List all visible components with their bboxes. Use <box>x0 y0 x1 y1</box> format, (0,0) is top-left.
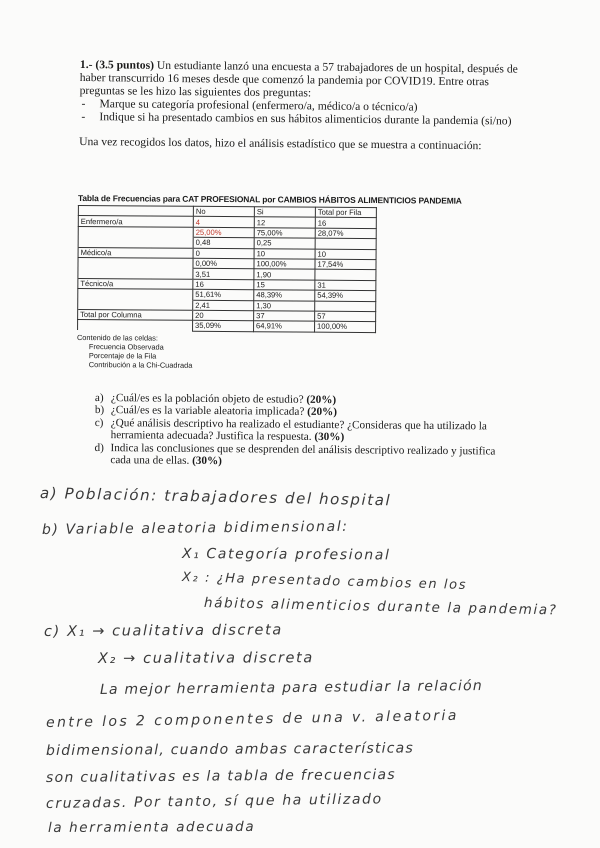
table-cell <box>315 269 376 280</box>
cell-contents-legend <box>77 333 527 372</box>
table-cell: 10 <box>315 249 376 260</box>
table-cell: 17,54% <box>315 259 376 270</box>
table-title: Tabla de Frecuencias para CAT PROFESIONAL por CAMBIOS HÁBITOS ALIMENTICIOS PANDEMIA <box>77 193 462 206</box>
table-cell: 0,25 <box>254 238 315 249</box>
handwritten-line: cruzadas. Por tanto, sí que ha utilizado <box>45 791 383 812</box>
table-row-label: Enfermero/a <box>78 216 193 227</box>
handwritten-line: a) Población: trabajadores del hospital <box>39 484 392 510</box>
table-cell: 37 <box>254 311 315 322</box>
legend-title: Contenido de las celdas: <box>76 332 158 343</box>
table-cell: 0,00% <box>193 258 254 269</box>
table-cell: 20 <box>193 310 254 321</box>
table-cell: 0 <box>193 248 254 259</box>
handwritten-line: X₁ Categoría profesional <box>181 546 391 564</box>
legend-item: Frecuencia Observada <box>88 341 164 352</box>
question-text: ¿Qué análisis descriptivo ha realizado el estudiante? ¿Consideras que ha utilizado la herramienta adecuada? Justifica la respuesta. <box>110 416 487 444</box>
table-header-cell: Si <box>254 207 315 218</box>
table-cell: 16 <box>315 218 376 229</box>
table-row <box>78 320 376 332</box>
table-cell: 3,51 <box>193 269 254 280</box>
table-cell: 100,00% <box>254 259 315 270</box>
question-text: ¿Cuál/es es la variable aleatoria implicada? <box>110 404 305 419</box>
table-row-label: Médico/a <box>78 247 193 258</box>
table-cell: 31 <box>315 280 376 291</box>
table-cell: 35,09% <box>193 321 254 332</box>
table-cell: 51,61% <box>193 289 254 300</box>
frequency-table <box>77 205 377 333</box>
handwritten-line: bidimensional, cuando ambas características <box>45 740 414 759</box>
table-row-label: Técnico/a <box>78 278 193 289</box>
table-cell: 0,48 <box>193 237 254 248</box>
table-cell: 64,91% <box>254 321 315 332</box>
table-row-label-empty <box>78 289 193 300</box>
question-points: (30%) <box>314 431 345 444</box>
table-cell: 75,00% <box>254 228 315 239</box>
bullet-item: - Indique si ha presentado cambios en sus hábitos alimenticios durante la pandemia (si/no) <box>79 110 527 128</box>
question-points: (20%) <box>307 406 338 419</box>
handwritten-line: son cualitativas es la tabla de frecuencias <box>45 766 397 786</box>
table-cell <box>315 238 376 249</box>
sub-questions <box>94 392 515 470</box>
bullet-item: - Marque su categoría profesional (enfermero/a, médico/a o técnico/a) <box>79 97 527 115</box>
table-cell: 54,39% <box>315 290 376 301</box>
handwritten-line: X₂ : ¿Ha presentado cambios en los <box>181 570 468 593</box>
table-cell: 48,39% <box>254 290 315 301</box>
handwritten-line: la herramienta adecuada <box>47 818 256 836</box>
table-cell: 57 <box>315 311 376 322</box>
table-cell: 2,41 <box>193 300 254 311</box>
question-points: (30%) <box>192 454 222 468</box>
question-list <box>79 97 527 128</box>
table-header-cell: No <box>193 206 254 217</box>
table-cell: 1,30 <box>254 300 315 311</box>
question-letter: c) <box>94 416 104 429</box>
table-header-cell: Total por Fila <box>315 207 376 218</box>
problem-intro-text: Un estudiante lanzó una encuesta a 57 trabajadores de un hospital, después de haber transcurrido 16 meses desde que comenzó la pandemia por COVID19. Entre otras preguntas se les hizo las siguientes dos preguntas: <box>79 58 518 100</box>
table-row-label-empty <box>78 320 193 331</box>
table-cell: 12 <box>254 217 315 228</box>
legend-item: Porcentaje de la Fila <box>88 350 157 361</box>
handwritten-line: X₂ → cualitativa discreta <box>97 650 314 667</box>
question-d <box>94 442 514 470</box>
question-letter: b) <box>94 404 105 417</box>
table-cell: 10 <box>254 248 315 259</box>
analysis-lead: Una vez recogidos los datos, hizo el análisis estadístico que se muestra a continuación: <box>79 134 482 153</box>
table-cell: 28,07% <box>315 228 376 239</box>
handwritten-line: c) X₁ → cualitativa discreta <box>43 622 283 640</box>
problem-number: 1.- (3.5 puntos) <box>79 58 155 72</box>
question-letter: a) <box>94 392 104 405</box>
handwritten-line: entre los 2 componentes de una v. aleatoria <box>45 707 459 731</box>
table-cell: 1,90 <box>254 269 315 280</box>
table-cell: 4 <box>193 217 254 228</box>
table-row-label-empty <box>78 299 193 310</box>
question-points: (20%) <box>306 393 337 407</box>
question-c <box>95 417 515 445</box>
table-cell: 100,00% <box>315 321 376 332</box>
table-cell <box>315 301 376 312</box>
question-text: ¿Cuál/es es la población objeto de estudio? <box>110 392 304 406</box>
question-letter: d) <box>94 441 104 454</box>
handwritten-line: hábitos alimenticios durante la pandemia? <box>203 595 558 619</box>
table-cell: 16 <box>193 279 254 290</box>
table-row-label: Total por Columna <box>78 309 193 320</box>
handwritten-line: La mejor herramienta para estudiar la relación <box>99 677 483 698</box>
question-text: Indica las conclusiones que se desprenden del análisis descriptivo realizado y justifica cada una de ellas. <box>110 441 496 467</box>
legend-item: Contribución a la Chi-Cuadrada <box>88 359 193 370</box>
problem-statement <box>79 58 528 153</box>
table-cell: 15 <box>254 279 315 290</box>
table-cell: 25,00% <box>193 227 254 238</box>
problem-intro <box>80 58 528 102</box>
handwritten-line: b) Variable aleatoria bidimensional: <box>41 518 349 538</box>
frequency-table-block <box>77 193 528 372</box>
